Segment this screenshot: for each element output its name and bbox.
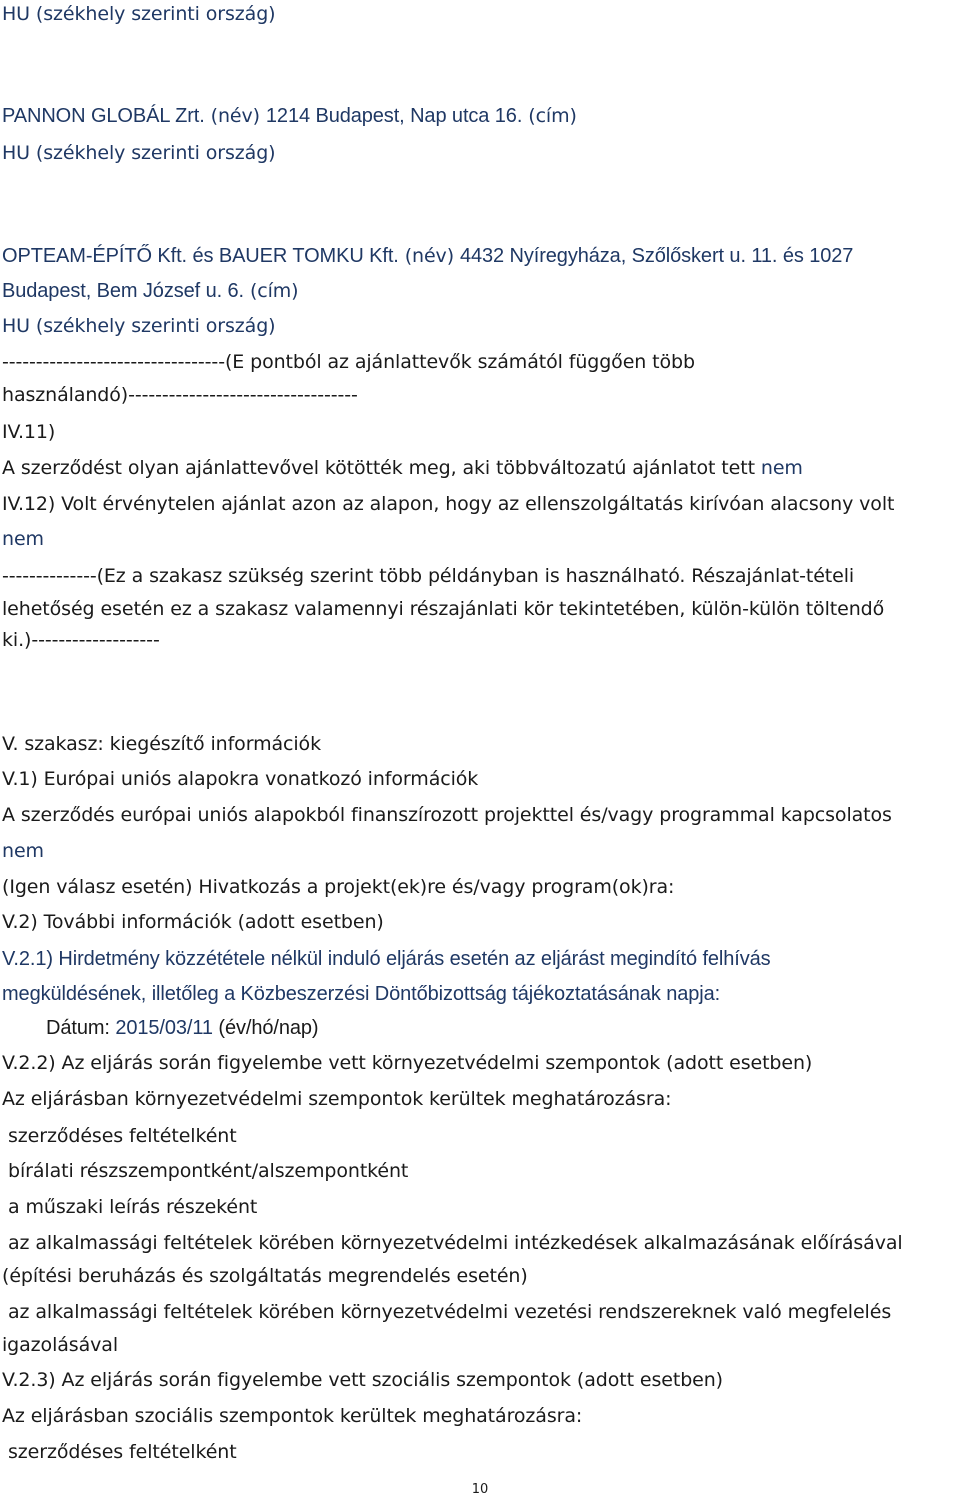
separator-note-2: használandó)---------------------------------- xyxy=(2,384,358,406)
answer-value: nem xyxy=(2,840,44,862)
country-line-3: HU (székhely szerinti ország) xyxy=(2,315,276,337)
answer-value: nem xyxy=(2,528,44,550)
section-v22: V.2.2) Az eljárás során figyelembe vett környezetvédelmi szempontok (adott esetben) xyxy=(2,1052,813,1074)
company-address: 4432 Nyíregyháza, Szőlőskert u. 11. és 1027 xyxy=(459,245,854,267)
variant-offer-text: A szerződést olyan ajánlattevővel kötötték meg, aki többváltozatú ajánlatot tett xyxy=(2,457,761,479)
company-address-cont: Budapest, Bem József u. 6. xyxy=(2,280,244,302)
company-name: OPTEAM-ÉPÍTŐ Kft. és BAUER TOMKU Kft. xyxy=(2,245,399,267)
date-line xyxy=(46,1016,318,1040)
section-note-3: ki.)------------------- xyxy=(2,629,160,651)
env-option-suitability-cont: (építési beruházás és szolgáltatás megrendelés esetén) xyxy=(2,1265,528,1287)
eu-project-reference: (Igen válasz esetén) Hivatkozás a projekt(ek)re és/vagy program(ok)ra: xyxy=(2,876,675,898)
date-value: 2015/03/11 xyxy=(115,1017,213,1039)
name-label: (név) xyxy=(210,105,260,127)
env-option-award: bírálati részszempontként/alszempontként xyxy=(8,1160,409,1182)
section-v21-cont: megküldésének, illetőleg a Közbeszerzési Döntőbizottság tájékoztatásának napja: xyxy=(2,983,721,1005)
country-line-2: HU (székhely szerinti ország) xyxy=(2,142,276,164)
winner-address-cont xyxy=(2,279,299,303)
winner-line-pannon xyxy=(2,104,577,128)
section-v1: V.1) Európai uniós alapokra vonatkozó információk xyxy=(2,768,479,790)
social-criteria-question: Az eljárásban szociális szempontok kerültek meghatározásra: xyxy=(2,1405,583,1427)
section-v23: V.2.3) Az eljárás során figyelembe vett szociális szempontok (adott esetben) xyxy=(2,1369,723,1391)
section-note-1: --------------(Ez a szakasz szükség szerint több példányban is használható. Részajánlat-tételi xyxy=(2,565,855,587)
variant-offer-line xyxy=(2,456,803,480)
section-iv12: IV.12) Volt érvénytelen ajánlat azon az alapon, hogy az ellenszolgáltatás kirívóan alacsony volt xyxy=(2,493,895,515)
page-number: 10 xyxy=(471,1482,489,1497)
env-option-suitability: az alkalmassági feltételek körében környezetvédelmi intézkedések alkalmazásának előírásával xyxy=(8,1232,903,1254)
env-option-management: az alkalmassági feltételek körében környezetvédelmi vezetési rendszereknek való megfelelés xyxy=(8,1301,892,1323)
section-note-2: lehetőség esetén ez a szakasz valamennyi részajánlati kör tekintetében, külön-külön töltendő xyxy=(2,598,885,620)
separator-note-1: ---------------------------------(E pontból az ajánlattevők számától függően több xyxy=(2,351,695,373)
env-option-technical: a műszaki leírás részeként xyxy=(8,1196,258,1218)
company-address: 1214 Budapest, Nap utca 16. xyxy=(265,105,523,127)
section-iv11: IV.11) xyxy=(2,421,56,443)
social-option-contract: szerződéses feltételként xyxy=(8,1441,237,1463)
answer-value: nem xyxy=(760,457,803,479)
country-line-1: HU (székhely szerinti ország) xyxy=(2,3,276,25)
section-v2: V.2) További információk (adott esetben) xyxy=(2,911,384,933)
company-name: PANNON GLOBÁL Zrt. xyxy=(2,105,205,127)
name-label: (név) xyxy=(404,245,455,267)
eu-funds-question: A szerződés európai uniós alapokból finanszírozott projekttel és/vagy programmal kapcsolatos xyxy=(2,804,892,826)
section-v21: V.2.1) Hirdetmény közzététele nélkül induló eljárás esetén az eljárást megindító felhívás xyxy=(2,948,771,970)
winner-line-opteam xyxy=(2,244,853,268)
date-format: (év/hó/nap) xyxy=(212,1017,319,1039)
date-label: Dátum: xyxy=(46,1017,116,1039)
env-option-contract: szerződéses feltételként xyxy=(8,1125,237,1147)
address-label: (cím) xyxy=(249,280,299,302)
env-criteria-question: Az eljárásban környezetvédelmi szempontok kerültek meghatározásra: xyxy=(2,1088,672,1110)
address-label: (cím) xyxy=(528,105,577,127)
env-option-management-cont: igazolásával xyxy=(2,1334,119,1356)
section-v-heading: V. szakasz: kiegészítő információk xyxy=(2,733,321,755)
